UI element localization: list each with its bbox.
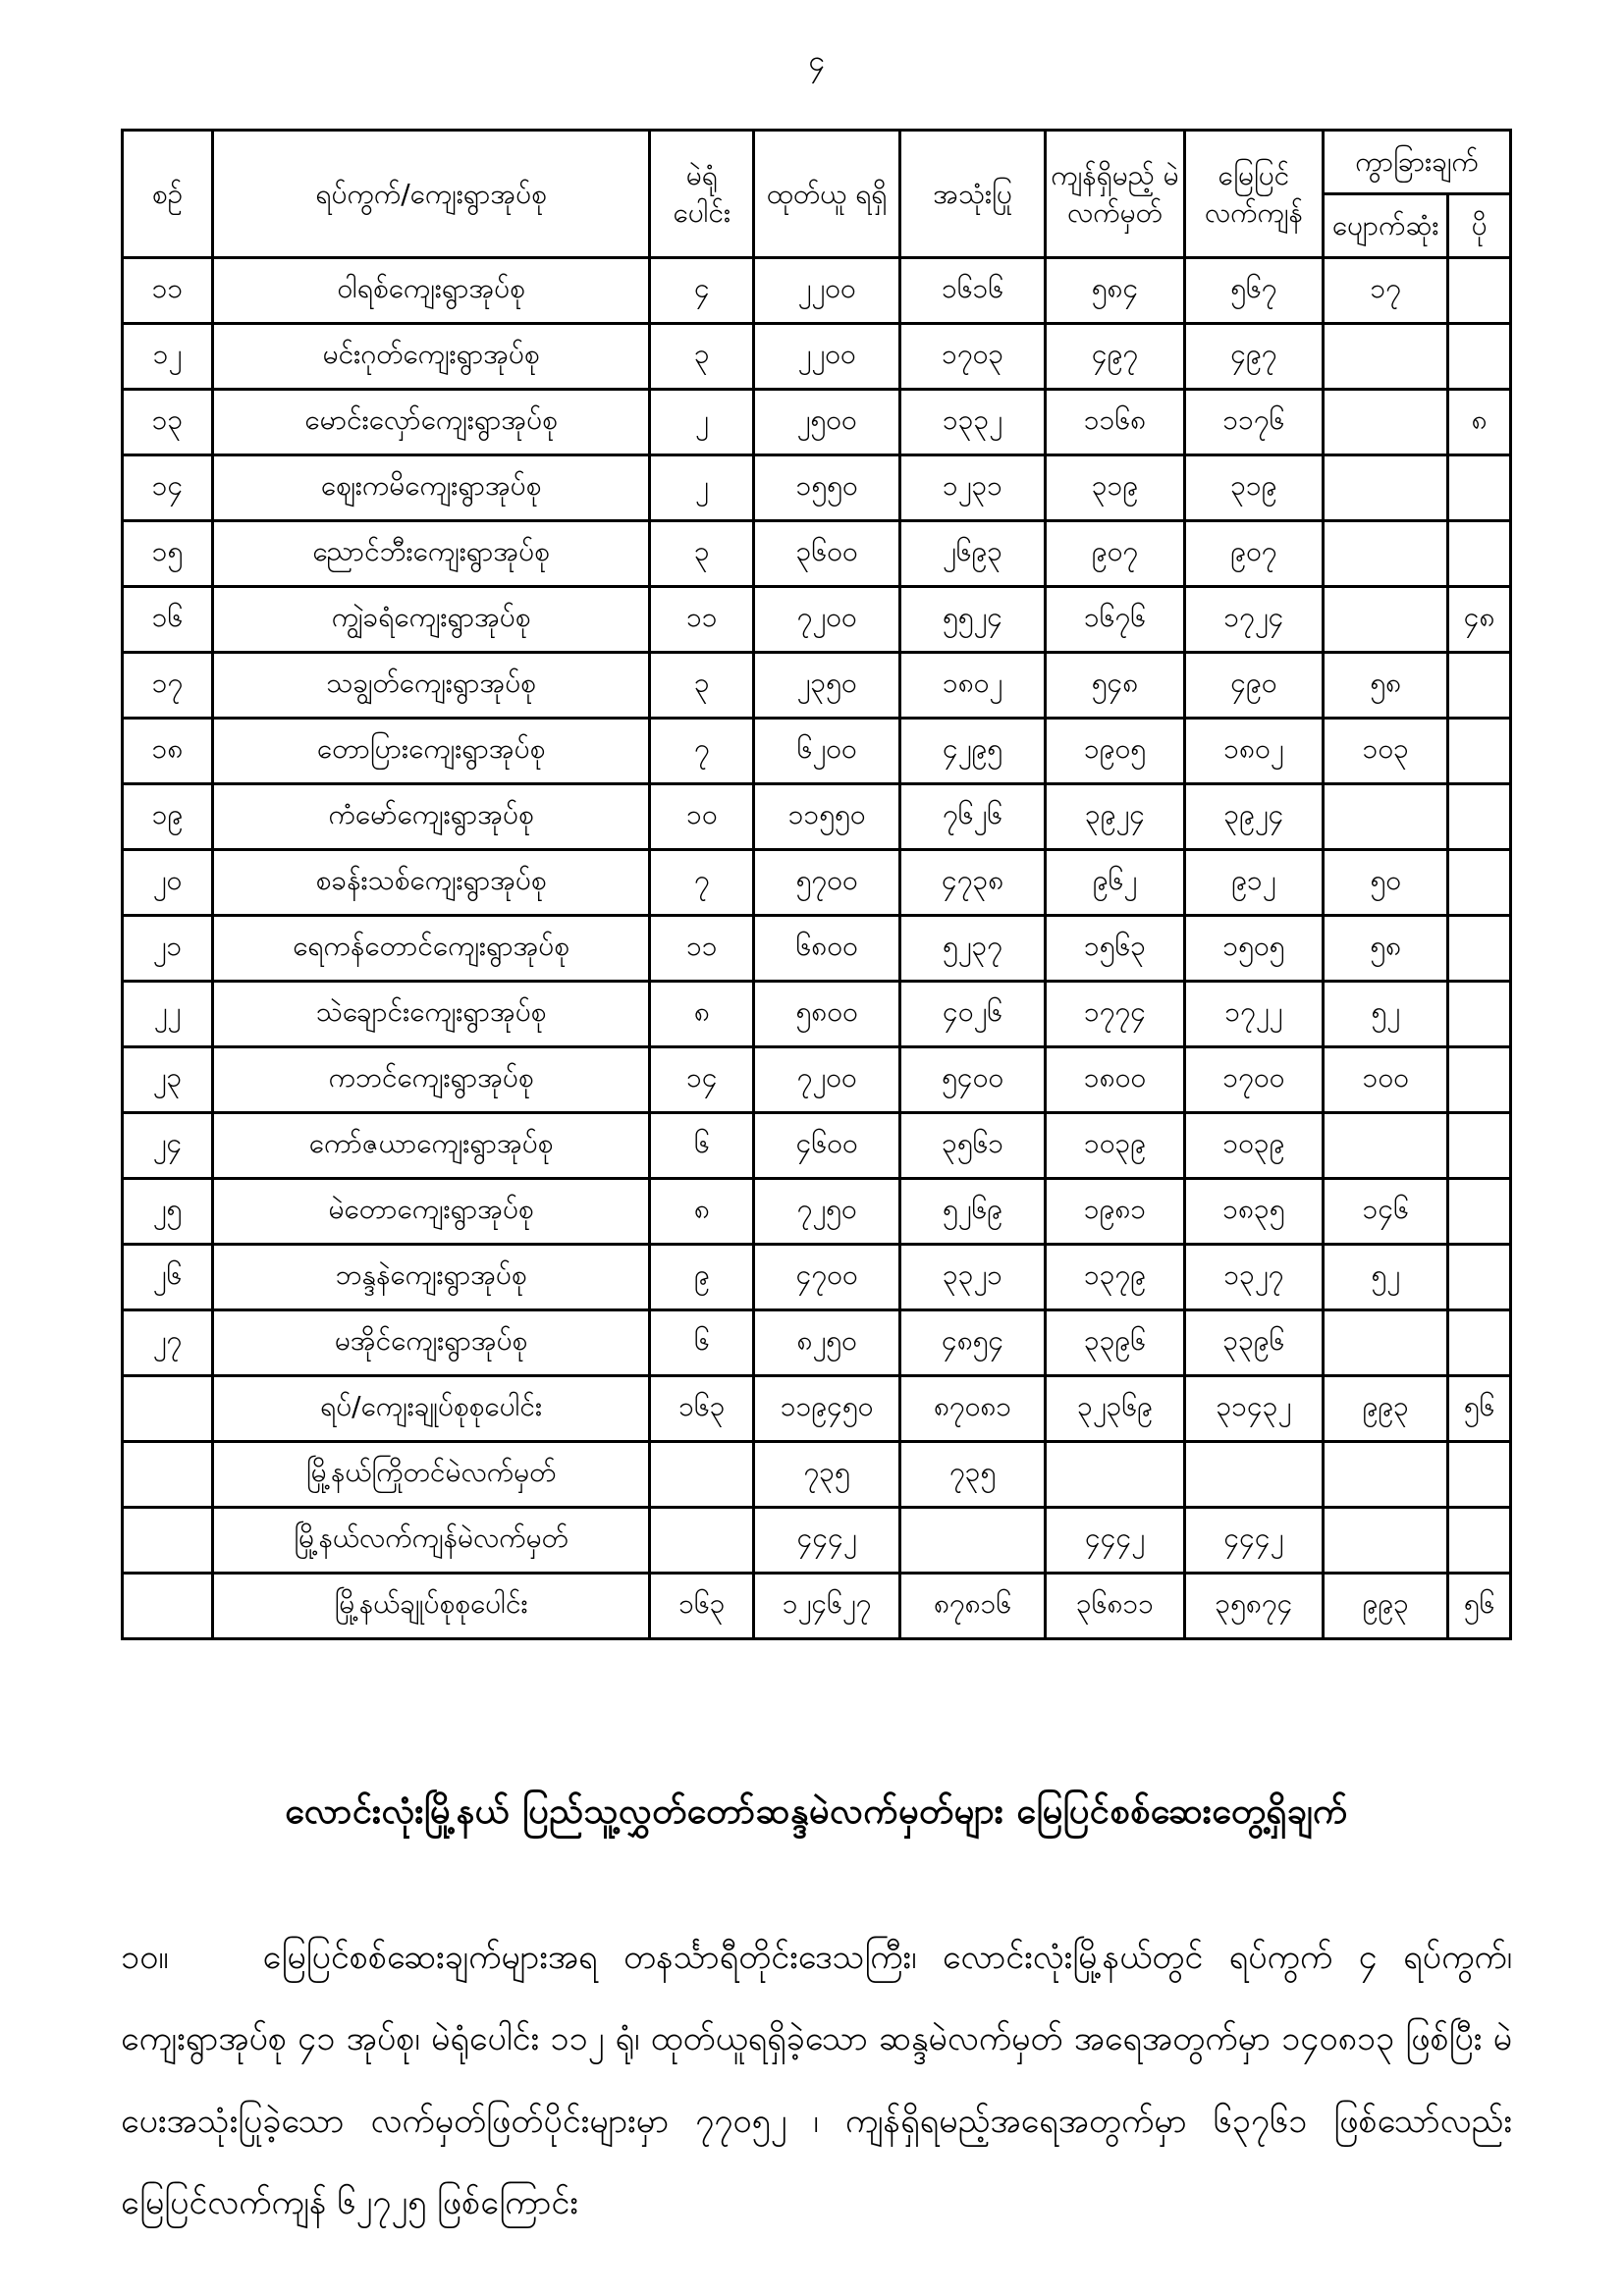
summary-row-cell-ground_remain: ၃၅၈၇၄ — [1184, 1574, 1323, 1639]
header-ground-remain: မြေပြင် လက်ကျန် — [1184, 131, 1323, 258]
table-row-cell-name: ဝါရစ်ကျေးရွာအုပ်စု — [212, 258, 649, 324]
table-row-cell-no: ၂၅ — [123, 1179, 213, 1245]
header-ward-village: ရပ်ကွက်/ကျေးရွာအုပ်စု — [212, 131, 649, 258]
table-row-cell-used: ၁၇၀၃ — [899, 324, 1045, 390]
table-row-cell-name: သချွတ်ကျေးရွာအုပ်စု — [212, 653, 649, 719]
summary-row-cell-no — [123, 1574, 213, 1639]
table-row — [123, 784, 1511, 850]
table-row-cell-name: ကျွဲခရံကျေးရွာအုပ်စု — [212, 587, 649, 653]
header-difference: ကွာခြားချက် — [1324, 131, 1511, 194]
table-row-cell-should_remain: ၁၉၀၅ — [1046, 719, 1184, 784]
table-row-cell-issued: ၅၇၀၀ — [754, 850, 899, 916]
table-row-cell-lost: ၁၀၀ — [1324, 1047, 1448, 1113]
table-row-cell-should_remain: ၃၉၂၄ — [1046, 784, 1184, 850]
table-row-cell-stations: ၇ — [650, 850, 754, 916]
table-row-cell-extra — [1448, 784, 1511, 850]
table-row-cell-used: ၅၄၀၀ — [899, 1047, 1045, 1113]
table-row-cell-no: ၁၈ — [123, 719, 213, 784]
table-row-cell-lost: ၁၀၃ — [1324, 719, 1448, 784]
table-row — [123, 1310, 1511, 1376]
summary-row-cell-used: ၇၃၅ — [899, 1442, 1045, 1508]
table-row — [123, 1047, 1511, 1113]
table-row-cell-issued: ၅၈၀၀ — [754, 982, 899, 1047]
table-row-cell-should_remain: ၉၀၇ — [1046, 521, 1184, 587]
table-row-cell-should_remain: ၉၆၂ — [1046, 850, 1184, 916]
table-row-cell-name: ဘန္ဒနဲကျေးရွာအုပ်စု — [212, 1245, 649, 1310]
table-row — [123, 653, 1511, 719]
table-row-cell-name: သဲချောင်းကျေးရွာအုပ်စု — [212, 982, 649, 1047]
table-row-cell-lost: ၅၈ — [1324, 916, 1448, 982]
table-row-cell-issued: ၄၆၀၀ — [754, 1113, 899, 1179]
table-row-cell-extra — [1448, 455, 1511, 521]
table-row-cell-stations: ၄ — [650, 258, 754, 324]
table-row-cell-used: ၁၃၃၂ — [899, 390, 1045, 455]
table-row — [123, 587, 1511, 653]
table-row-cell-lost — [1324, 1310, 1448, 1376]
header-issued: ထုတ်ယူ ရရှိ — [754, 131, 899, 258]
table-row-cell-issued: ၈၂၅၀ — [754, 1310, 899, 1376]
table-row-cell-issued: ၇၂၀၀ — [754, 1047, 899, 1113]
table-row-cell-ground_remain: ၃၉၂၄ — [1184, 784, 1323, 850]
table-row-cell-ground_remain: ၄၉၀ — [1184, 653, 1323, 719]
table-row-cell-ground_remain: ၁၇၂၄ — [1184, 587, 1323, 653]
table-row-cell-stations: ၈ — [650, 982, 754, 1047]
summary-row-cell-should_remain — [1046, 1442, 1184, 1508]
table-row — [123, 1179, 1511, 1245]
table-row-cell-ground_remain: ၃၃၉၆ — [1184, 1310, 1323, 1376]
table-row-cell-stations: ၂ — [650, 455, 754, 521]
table-row-cell-extra: ၄၈ — [1448, 587, 1511, 653]
summary-row-cell-name: မြို့နယ်ကြိုတင်မဲလက်မှတ် — [212, 1442, 649, 1508]
header-used: အသုံးပြု — [899, 131, 1045, 258]
table-row-cell-name: စခန်းသစ်ကျေးရွာအုပ်စု — [212, 850, 649, 916]
table-row-cell-name: ညောင်ဘီးကျေးရွာအုပ်စု — [212, 521, 649, 587]
table-row — [123, 982, 1511, 1047]
table-row-cell-no: ၁၇ — [123, 653, 213, 719]
table-row-cell-extra — [1448, 1245, 1511, 1310]
table-row-cell-lost — [1324, 521, 1448, 587]
table-row-cell-name: ကဘင်ကျေးရွာအုပ်စု — [212, 1047, 649, 1113]
table-row-cell-ground_remain: ၁၀၃၉ — [1184, 1113, 1323, 1179]
table-row-cell-issued: ၆၈၀၀ — [754, 916, 899, 982]
table-row-cell-no: ၁၅ — [123, 521, 213, 587]
table-row-cell-lost — [1324, 324, 1448, 390]
table-row-cell-stations: ၇ — [650, 719, 754, 784]
table-row-cell-stations: ၂ — [650, 390, 754, 455]
table-row-cell-no: ၂၆ — [123, 1245, 213, 1310]
table-row-cell-name: ဈေးကမိကျေးရွာအုပ်စု — [212, 455, 649, 521]
table-row-cell-lost: ၅၀ — [1324, 850, 1448, 916]
summary-row-cell-stations — [650, 1508, 754, 1574]
table-row-cell-should_remain: ၃၁၉ — [1046, 455, 1184, 521]
table-row-cell-used: ၁၂၃၁ — [899, 455, 1045, 521]
table-row-cell-name: မဲတောကျေးရွာအုပ်စု — [212, 1179, 649, 1245]
table-row — [123, 258, 1511, 324]
page-number: ၄ — [808, 44, 825, 79]
summary-row-cell-extra: ၅၆ — [1448, 1376, 1511, 1442]
table-header — [123, 131, 1511, 258]
table-body — [123, 258, 1511, 1639]
table-row-cell-lost — [1324, 455, 1448, 521]
summary-row-cell-should_remain: ၃၂၃၆၉ — [1046, 1376, 1184, 1442]
table-row-cell-ground_remain: ၉၁၂ — [1184, 850, 1323, 916]
table-row-cell-ground_remain: ၁၈၀၂ — [1184, 719, 1323, 784]
table-row-cell-used: ၄၈၅၄ — [899, 1310, 1045, 1376]
table-row-cell-extra — [1448, 1047, 1511, 1113]
table-row-cell-no: ၂၂ — [123, 982, 213, 1047]
table-row-cell-should_remain: ၁၉၈၁ — [1046, 1179, 1184, 1245]
table-row-cell-no: ၂၄ — [123, 1113, 213, 1179]
summary-row-cell-stations — [650, 1442, 754, 1508]
header-lost: ပျောက်ဆုံး — [1324, 194, 1448, 258]
summary-row-cell-lost: ၉၉၃ — [1324, 1574, 1448, 1639]
ballot-summary-table — [121, 129, 1512, 1640]
table-row-cell-should_remain: ၁၆၇၆ — [1046, 587, 1184, 653]
table-row — [123, 455, 1511, 521]
table-row-cell-should_remain: ၁၇၇၄ — [1046, 982, 1184, 1047]
summary-row — [123, 1376, 1511, 1442]
table-row-cell-extra — [1448, 719, 1511, 784]
table-row — [123, 1113, 1511, 1179]
table-row-cell-should_remain: ၁၅၆၃ — [1046, 916, 1184, 982]
summary-row-cell-issued: ၁၂၄၆၂၇ — [754, 1574, 899, 1639]
table-row-cell-lost — [1324, 587, 1448, 653]
summary-row-cell-lost — [1324, 1508, 1448, 1574]
body-paragraph — [121, 1917, 1512, 2244]
table-row-cell-no: ၁၆ — [123, 587, 213, 653]
summary-row-cell-issued: ၇၃၅ — [754, 1442, 899, 1508]
summary-row-cell-should_remain: ၃၆၈၁၁ — [1046, 1574, 1184, 1639]
table-row-cell-used: ၃၃၂၁ — [899, 1245, 1045, 1310]
table-row-cell-issued: ၁၅၅၀ — [754, 455, 899, 521]
table-row-cell-stations: ၁၄ — [650, 1047, 754, 1113]
table-row-cell-no: ၂၀ — [123, 850, 213, 916]
table-row-cell-stations: ၃ — [650, 324, 754, 390]
table-row-cell-used: ၃၅၆၁ — [899, 1113, 1045, 1179]
table-row-cell-name: တောပြားကျေးရွာအုပ်စု — [212, 719, 649, 784]
summary-row-cell-name: ရပ်/ကျေးချုပ်စုစုပေါင်း — [212, 1376, 649, 1442]
table-row-cell-stations: ၆ — [650, 1113, 754, 1179]
summary-row-cell-used — [899, 1508, 1045, 1574]
table-row-cell-name: ကံမော်ကျေးရွာအုပ်စု — [212, 784, 649, 850]
table-row-cell-stations: ၁၁ — [650, 916, 754, 982]
table-row — [123, 719, 1511, 784]
table-row-cell-no: ၁၃ — [123, 390, 213, 455]
table-row-cell-stations: ၆ — [650, 1310, 754, 1376]
table-row-cell-lost: ၅၈ — [1324, 653, 1448, 719]
summary-row-cell-lost — [1324, 1442, 1448, 1508]
table-row-cell-name: ကော်ဇယာကျေးရွာအုပ်စု — [212, 1113, 649, 1179]
table-row-cell-name: ရေကန်တောင်ကျေးရွာအုပ်စု — [212, 916, 649, 982]
table-row-cell-issued: ၂၃၅၀ — [754, 653, 899, 719]
table-row-cell-issued: ၂၅၀၀ — [754, 390, 899, 455]
table-row-cell-no: ၁၄ — [123, 455, 213, 521]
table-row-cell-stations: ၁၁ — [650, 587, 754, 653]
table-row-cell-issued: ၇၂၅၀ — [754, 1179, 899, 1245]
table-row-cell-ground_remain: ၄၉၇ — [1184, 324, 1323, 390]
summary-row-cell-ground_remain: ၄၄၄၂ — [1184, 1508, 1323, 1574]
table-row-cell-stations: ၈ — [650, 1179, 754, 1245]
table-row-cell-extra — [1448, 1310, 1511, 1376]
summary-row-cell-name: မြို့နယ်လက်ကျန်မဲလက်မှတ် — [212, 1508, 649, 1574]
table-row-cell-issued: ၂၂၀၀ — [754, 324, 899, 390]
table-row-cell-ground_remain: ၁၃၂၇ — [1184, 1245, 1323, 1310]
table-row-cell-issued: ၆၂၀၀ — [754, 719, 899, 784]
table-row-cell-no: ၁၉ — [123, 784, 213, 850]
table-row-cell-should_remain: ၁၃၇၉ — [1046, 1245, 1184, 1310]
table-row-cell-lost: ၅၂ — [1324, 982, 1448, 1047]
table-row-cell-ground_remain: ၁၁၇၆ — [1184, 390, 1323, 455]
summary-row-cell-no — [123, 1376, 213, 1442]
table-row-cell-extra — [1448, 1113, 1511, 1179]
table-row-cell-should_remain: ၅၈၄ — [1046, 258, 1184, 324]
summary-row-cell-lost: ၉၉၃ — [1324, 1376, 1448, 1442]
table-row-cell-extra — [1448, 982, 1511, 1047]
summary-row-cell-extra — [1448, 1508, 1511, 1574]
table-row-cell-stations: ၃ — [650, 521, 754, 587]
table-row-cell-used: ၅၅၂၄ — [899, 587, 1045, 653]
table-row-cell-extra — [1448, 324, 1511, 390]
table-row — [123, 390, 1511, 455]
header-no: စဉ် — [123, 131, 213, 258]
table-row-cell-no: ၂၇ — [123, 1310, 213, 1376]
summary-row-cell-stations: ၁၆၃ — [650, 1376, 754, 1442]
summary-row-cell-no — [123, 1508, 213, 1574]
summary-row-cell-should_remain: ၄၄၄၂ — [1046, 1508, 1184, 1574]
paragraph-text: မြေပြင်စစ်ဆေးချက်များအရ တနင်္သာရီတိုင်းဒေသကြီး၊ လောင်းလုံးမြို့နယ်တွင် ရပ်ကွက် ၄ ရပ်ကွက်၊ ကျေးရွာအုပ်စု ၄၁ အုပ်စု၊ မဲရုံပေါင်း ၁၁၂ ရုံ၊ ထုတ်ယူရရှိခဲ့သော ဆန္ဒမဲလက်မှတ် အရေအတွက်မှာ ၁၄၀၈၁၃ ဖြစ်ပြီး မဲပေးအသုံးပြုခဲ့သော လက်မှတ်ဖြတ်ပိုင်းများမှာ ၇၇၀၅၂ ၊ ကျန်ရှိရမည့်အရေအတွက်မှာ ၆၃၇၆၁ ဖြစ်သော်လည်း မြေပြင်လက်ကျန် ၆၂၇၂၅ ဖြစ်ကြောင်း — [121, 1938, 1512, 2222]
table-row-cell-lost — [1324, 1113, 1448, 1179]
table-row-cell-should_remain: ၃၃၉၆ — [1046, 1310, 1184, 1376]
table-row-cell-used: ၄၀၂၆ — [899, 982, 1045, 1047]
table-row-cell-should_remain: ၁၈၀၀ — [1046, 1047, 1184, 1113]
table-row-cell-stations: ၁၀ — [650, 784, 754, 850]
table-row-cell-lost — [1324, 390, 1448, 455]
table-row-cell-no: ၁၁ — [123, 258, 213, 324]
summary-row — [123, 1442, 1511, 1508]
table-row-cell-ground_remain: ၁၇၀၀ — [1184, 1047, 1323, 1113]
table-row-cell-used: ၁၆၁၆ — [899, 258, 1045, 324]
table-row-cell-issued: ၁၁၅၅၀ — [754, 784, 899, 850]
summary-row — [123, 1574, 1511, 1639]
table-row-cell-ground_remain: ၉၀၇ — [1184, 521, 1323, 587]
paragraph-number: ၁၀။ — [121, 1938, 169, 1977]
summary-row-cell-used: ၈၇၈၁၆ — [899, 1574, 1045, 1639]
table-row-cell-extra: ၈ — [1448, 390, 1511, 455]
summary-row — [123, 1508, 1511, 1574]
table-row-cell-no: ၂၃ — [123, 1047, 213, 1113]
summary-row-cell-ground_remain — [1184, 1442, 1323, 1508]
table-row-cell-used: ၁၈၀၂ — [899, 653, 1045, 719]
table-row-cell-ground_remain: ၅၆၇ — [1184, 258, 1323, 324]
table-row-cell-used: ၂၆၉၃ — [899, 521, 1045, 587]
table-row — [123, 324, 1511, 390]
table-row-cell-extra — [1448, 1179, 1511, 1245]
table-row-cell-issued: ၄၇၀၀ — [754, 1245, 899, 1310]
summary-row-cell-name: မြို့နယ်ချုပ်စုစုပေါင်း — [212, 1574, 649, 1639]
table-row-cell-used: ၅၂၃၇ — [899, 916, 1045, 982]
table-row-cell-name: မောင်းလှော်ကျေးရွာအုပ်စု — [212, 390, 649, 455]
table-row-cell-should_remain: ၁၀၃၉ — [1046, 1113, 1184, 1179]
table-row-cell-name: မင်းဂုတ်ကျေးရွာအုပ်စု — [212, 324, 649, 390]
table-row-cell-used: ၇၆၂၆ — [899, 784, 1045, 850]
table-row-cell-lost: ၅၂ — [1324, 1245, 1448, 1310]
table-row-cell-stations: ၃ — [650, 653, 754, 719]
table-row-cell-lost: ၁၇ — [1324, 258, 1448, 324]
table-row-cell-ground_remain: ၁၈၃၅ — [1184, 1179, 1323, 1245]
table-row-cell-extra — [1448, 850, 1511, 916]
table-row-cell-should_remain: ၄၉၇ — [1046, 324, 1184, 390]
summary-row-cell-stations: ၁၆၃ — [650, 1574, 754, 1639]
table-row-cell-used: ၄၂၉၅ — [899, 719, 1045, 784]
table-row-cell-lost: ၁၄၆ — [1324, 1179, 1448, 1245]
table-row-cell-ground_remain: ၃၁၉ — [1184, 455, 1323, 521]
summary-row-cell-ground_remain: ၃၁၄၃၂ — [1184, 1376, 1323, 1442]
summary-row-cell-no — [123, 1442, 213, 1508]
header-extra: ပို — [1448, 194, 1511, 258]
table-row — [123, 916, 1511, 982]
table-row-cell-issued: ၂၂၀၀ — [754, 258, 899, 324]
table-row — [123, 1245, 1511, 1310]
summary-row-cell-extra: ၅၆ — [1448, 1574, 1511, 1639]
table-row-cell-extra — [1448, 521, 1511, 587]
table-row-cell-used: ၄၇၃၈ — [899, 850, 1045, 916]
table-row-cell-extra — [1448, 258, 1511, 324]
table-row-cell-ground_remain: ၁၅၀၅ — [1184, 916, 1323, 982]
table-row-cell-issued: ၃၆၀၀ — [754, 521, 899, 587]
section-heading: လောင်းလုံးမြို့နယ် ပြည်သူ့လွှတ်တော်ဆန္ဒမဲလက်မှတ်များ မြေပြင်စစ်ဆေးတွေ့ရှိချက် — [285, 1791, 1348, 1832]
table-row-cell-ground_remain: ၁၇၂၂ — [1184, 982, 1323, 1047]
header-should-remain: ကျန်ရှိမည့် မဲလက်မှတ် — [1046, 131, 1184, 258]
table-row-cell-should_remain: ၅၄၈ — [1046, 653, 1184, 719]
table-row-cell-name: မအိုင်ကျေးရွာအုပ်စု — [212, 1310, 649, 1376]
table-row — [123, 850, 1511, 916]
header-polling-stations: မဲရုံ ပေါင်း — [650, 131, 754, 258]
table-row-cell-issued: ၇၂၀၀ — [754, 587, 899, 653]
table-row-cell-used: ၅၂၆၉ — [899, 1179, 1045, 1245]
summary-row-cell-issued: ၄၄၄၂ — [754, 1508, 899, 1574]
table-row — [123, 521, 1511, 587]
summary-row-cell-extra — [1448, 1442, 1511, 1508]
table-row-cell-should_remain: ၁၁၆၈ — [1046, 390, 1184, 455]
table-row-cell-extra — [1448, 653, 1511, 719]
table-row-cell-stations: ၉ — [650, 1245, 754, 1310]
table-row-cell-lost — [1324, 784, 1448, 850]
summary-row-cell-used: ၈၇၀၈၁ — [899, 1376, 1045, 1442]
table-row-cell-extra — [1448, 916, 1511, 982]
table-row-cell-no: ၂၁ — [123, 916, 213, 982]
summary-row-cell-issued: ၁၁၉၄၅၀ — [754, 1376, 899, 1442]
table-row-cell-no: ၁၂ — [123, 324, 213, 390]
